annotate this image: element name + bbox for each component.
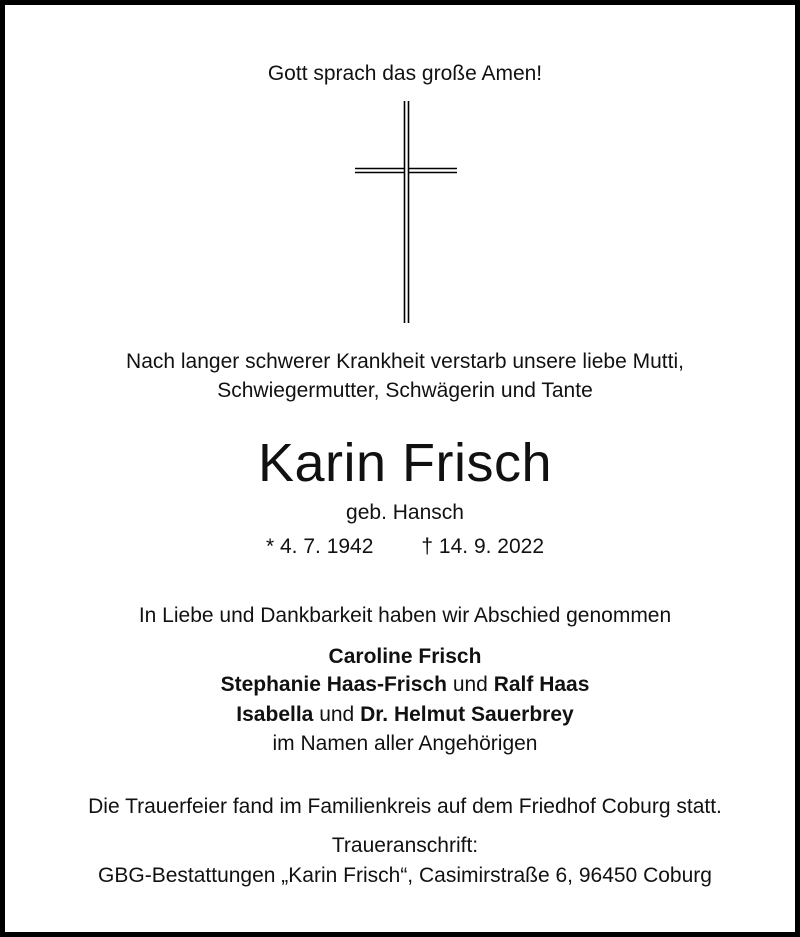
intro-line-2: Schwiegermutter, Schwägerin und Tante — [217, 379, 593, 402]
ceremony-text: Die Trauerfeier fand im Familienkreis auf dem Friedhof Coburg statt. — [88, 795, 722, 818]
mourner-name: Dr. Helmut Sauerbrey — [360, 703, 574, 726]
family-line-3 — [5, 701, 800, 729]
deceased-name: Karin Frisch — [257, 433, 553, 493]
intro-line-1: Nach langer schwerer Krankheit verstarb unsere liebe Mutti, — [126, 350, 684, 373]
life-dates — [5, 533, 800, 561]
mourner-name: Isabella — [236, 703, 314, 726]
mourner-name: Stephanie Haas-Frisch — [220, 673, 447, 696]
cross-icon — [355, 101, 457, 323]
connector: und — [452, 673, 488, 696]
motto: Gott sprach das große Amen! — [267, 62, 543, 85]
address-label: Traueranschrift: — [331, 834, 479, 857]
family-line-2 — [5, 671, 800, 699]
mourner-name: Ralf Haas — [493, 673, 590, 696]
connector: und — [319, 703, 355, 726]
family-line-4: im Namen aller Angehörigen — [272, 732, 538, 755]
born-name: geb. Hansch — [346, 501, 464, 524]
date-of-birth: * 4. 7. 1942 — [265, 535, 374, 558]
date-of-death: † 14. 9. 2022 — [421, 535, 545, 558]
mourner-name: Caroline Frisch — [328, 645, 482, 668]
farewell-text: In Liebe und Dankbarkeit haben wir Abschied genommen — [138, 604, 672, 627]
family-line-1 — [5, 643, 800, 671]
mourning-address: GBG-Bestattungen „Karin Frisch“, Casimirstraße 6, 96450 Coburg — [98, 864, 712, 887]
